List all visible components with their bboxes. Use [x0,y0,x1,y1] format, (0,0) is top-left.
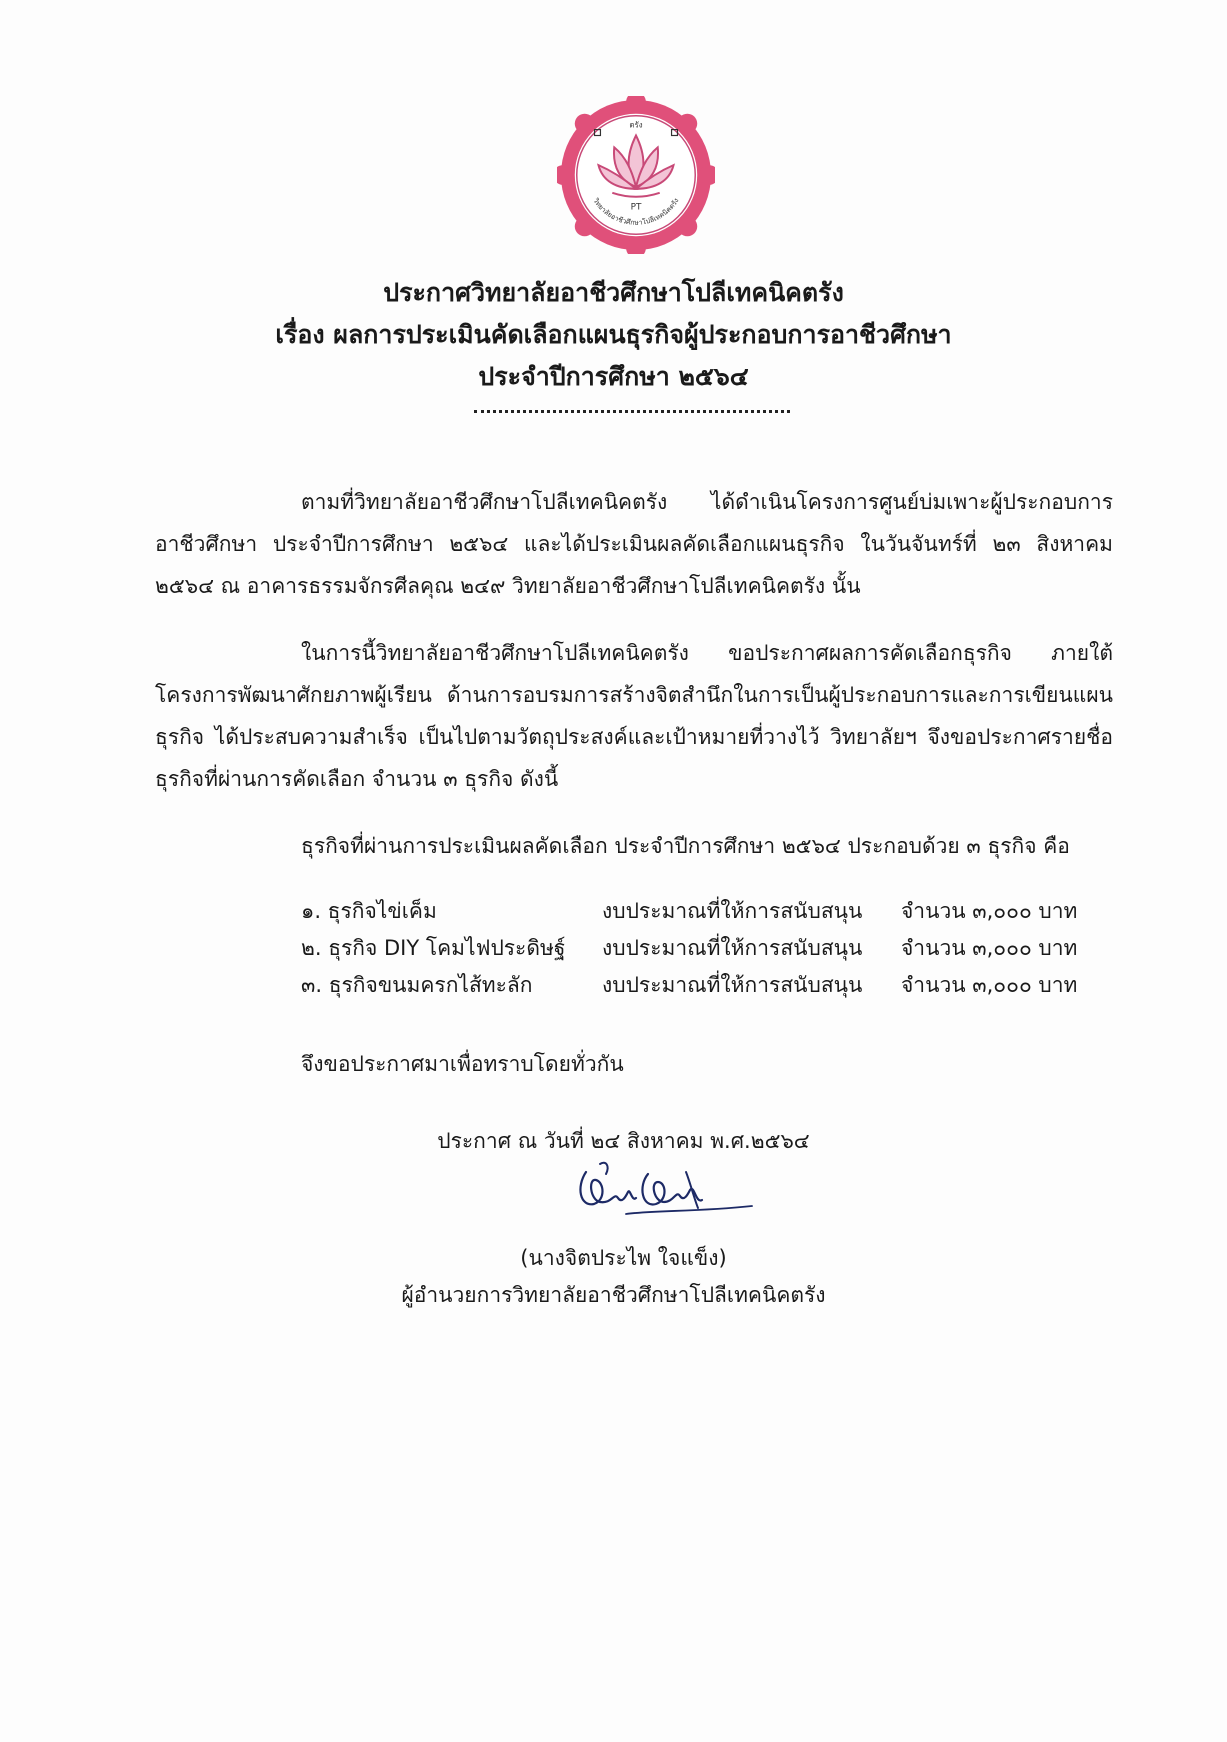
logo-top-text: ตรัง [629,120,643,130]
business-amount: จำนวน ๓,๐๐๐ บาท [901,936,1078,960]
title-line-3: ประจำปีการศึกษา ๒๕๖๔ [478,362,749,391]
paragraph-2-text: ในการนี้วิทยาลัยอาชีวศึกษาโปลีเทคนิคตรัง ขอประกาศผลการคัดเลือกธุรกิจ ภายใต้โครงการพัฒนาศักยภาพผู้เรียน ด้านการอบรมการสร้างจิตสำนึกในการเป็นผู้ประกอบการและการเขียนแผนธุรกิจ ได้ประสบความสำเร็จ เป็นไปตามวัตถุประสงค์และเป้าหมายที่วางไว้ วิทยาลัยฯ จึงขอประกาศรายชื่อธุรกิจที่ผ่านการคัดเลือก จำนวน ๓ ธุรกิจ ดังนี้ [155,641,1113,791]
signer-title: ผู้อำนวยการวิทยาลัยอาชีวศึกษาโปลีเทคนิคตรัง [401,1283,826,1307]
business-budget-label: งบประมาณที่ให้การสนับสนุน [602,936,863,960]
title-line-2: เรื่อง ผลการประเมินคัดเลือกแผนธุรกิจผู้ประกอบการอาชีวศึกษา [275,320,952,349]
paragraph-1 [155,481,1113,607]
business-row [301,966,1101,1004]
handwritten-signature [566,1152,756,1232]
business-row [301,929,1101,967]
paragraph-1-text: ตามที่วิทยาลัยอาชีวศึกษาโปลีเทคนิคตรัง ได้ดำเนินโครงการศูนย์บ่มเพาะผู้ประกอบการอาชีวศึกษา ประจำปีการศึกษา ๒๕๖๔ และได้ประเมินผลคัดเลือกแผนธุรกิจ ในวันจันทร์ที่ ๒๓ สิงหาคม ๒๕๖๔ ณ อาคารธรรมจักรศีลคุณ ๒๔๙ วิทยาลัยอาชีวศึกษาโปลีเทคนิคตรัง นั้น [155,490,1113,598]
title-divider [474,410,790,413]
closing-statement: จึงขอประกาศมาเพื่อทราบโดยทั่วกัน [301,1052,624,1076]
business-amount: จำนวน ๓,๐๐๐ บาท [901,973,1078,997]
business-name: ๓. ธุรกิจขนมครกไส้ทะลัก [301,973,533,997]
signer-name: (นางจิตประไพ ใจแข็ง) [520,1246,727,1270]
business-name: ๒. ธุรกิจ DIY โคมไฟประดิษฐ์ [301,936,566,960]
business-row [301,892,1101,930]
announcement-title [0,272,1227,398]
lotus-seal-icon [557,96,715,254]
announcement-date: ประกาศ ณ วันที่ ๒๔ สิงหาคม พ.ศ.๒๕๖๔ [437,1129,810,1153]
paragraph-3: ธุรกิจที่ผ่านการประเมินผลคัดเลือก ประจำปีการศึกษา ๒๕๖๔ ประกอบด้วย ๓ ธุรกิจ คือ [301,834,1070,858]
paragraph-2 [155,632,1113,800]
business-name: ๑. ธุรกิจไข่เค็ม [301,899,437,923]
business-budget-label: งบประมาณที่ให้การสนับสนุน [602,973,863,997]
logo-arc-text: วิทยาลัยอาชีวศึกษาโปลีเทคนิคตรัง [591,196,681,227]
business-budget-label: งบประมาณที่ให้การสนับสนุน [602,899,863,923]
logo-center-text: PT [630,202,642,213]
business-amount: จำนวน ๓,๐๐๐ บาท [901,899,1078,923]
title-line-1: ประกาศวิทยาลัยอาชีวศึกษาโปลีเทคนิคตรัง [383,278,844,307]
